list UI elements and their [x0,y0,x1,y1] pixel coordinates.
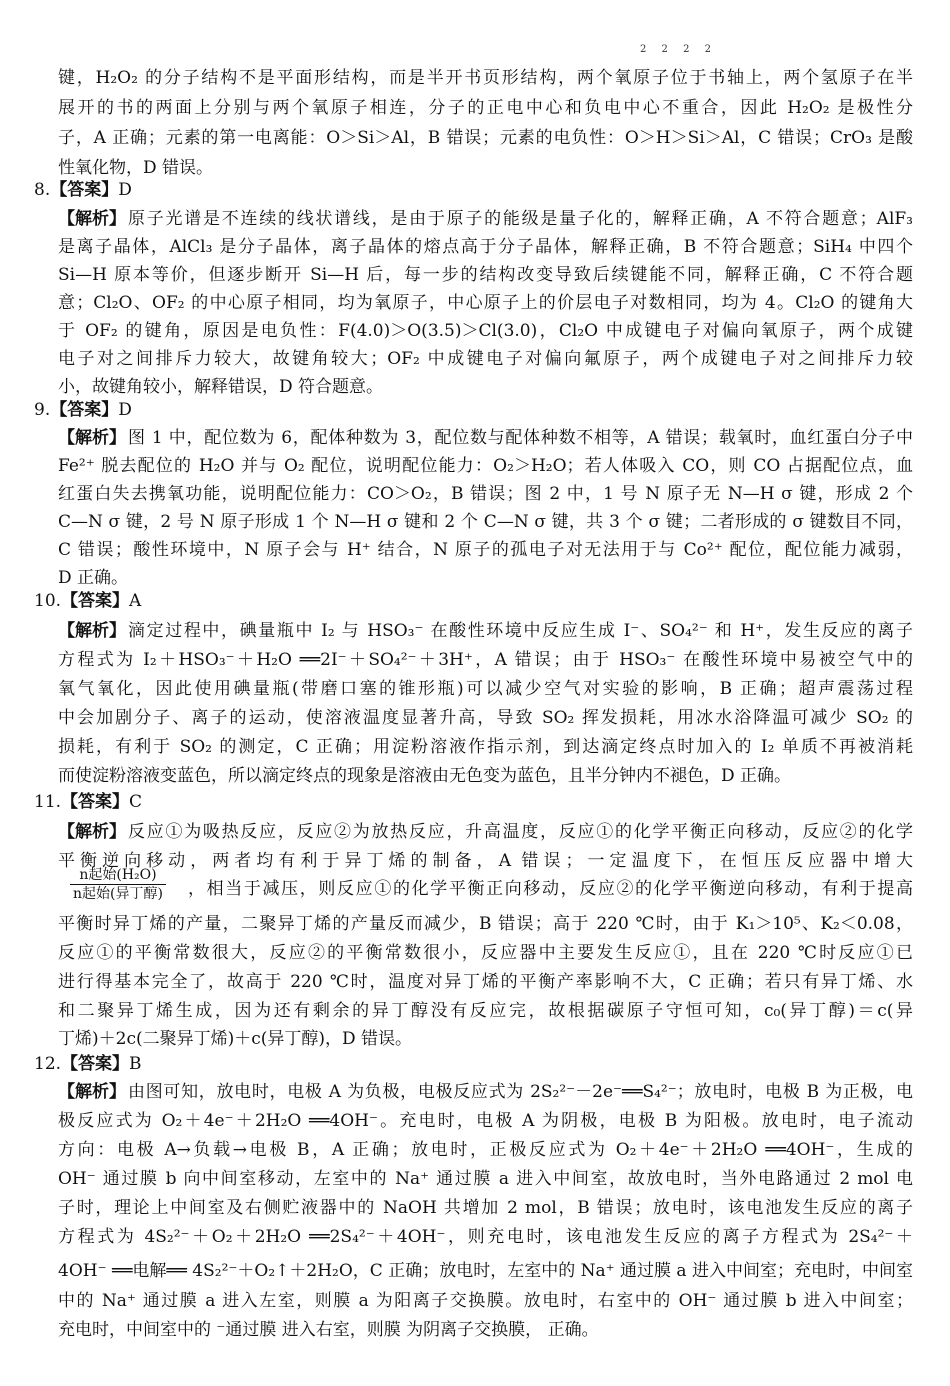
question-number: 8. [34,180,51,200]
answer-value: D [118,400,132,420]
explain-line: OH⁻ 通过膜 b 向中间室移动，左室中的 Na⁺ 通过膜 a 进入中间室，故放电时，当外电路通过 2 mol 电 [58,1169,913,1189]
explain-line: 意；Cl₂O、OF₂ 的中心原子相同，均为氧原子，中心原子上的价层电子对数相同，均为 4。Cl₂O 的键角大 [58,293,913,313]
answer-tag: 【答案】 [61,591,130,611]
answer-value: C [129,792,143,812]
explain-line: 反应①的平衡常数很大，反应②的平衡常数很小，反应器中主要发生反应①，且在 220 ℃时反应①已 [58,943,913,963]
explain-line: 和二聚异丁烯生成，因为还有剩余的异丁醇没有反应完，故根据碳原子守恒可知，c₀(异丁醇)＝c(异 [58,1001,913,1021]
explain-line: 氧气氧化，因此使用碘量瓶(带磨口塞的锥形瓶)可以减少空气对实验的影响，B 正确；超声震荡过程 [58,679,913,699]
explain-tag: 【解析】 [58,1082,126,1102]
fraction [70,866,166,903]
fraction-denominator: n起始(异丁醇) [73,886,163,902]
explain-line: C 错误；酸性环境中，N 原子会与 H⁺ 结合，N 原子的孤电子对无法用于与 Co²⁺ 配位，配位能力减弱， [58,540,913,560]
answer-value: B [129,1054,142,1074]
explain-line: Si—H 原本等价，但逐步断开 Si—H 后，每一步的结构改变导致后续键能不同，解释正确，C 不符合题 [58,265,913,285]
explain-line: 充电时，中间室中的 ⁻通过膜 进入右室，则膜 为阴离子交换膜， 正确。 [58,1320,599,1340]
header-fragment: 2 2 2 2 [640,44,717,55]
explain-line: 4OH⁻ ══电解══ 4S₂²⁻＋O₂↑＋2H₂O，C 正确；放电时，左室中的 Na⁺ 通过膜 a 进入中间室；充电时，中间室 [58,1261,913,1281]
answer-tag: 【答案】 [50,180,119,200]
paragraph-line: 展开的书的两面上分别与两个氧原子相连，分子的正电中心和负电中心不重合，因此 H₂O₂ 是极性分 [58,98,913,118]
explain-tag-wrap [58,617,126,645]
question-header [34,396,132,424]
explain-line: 图 1 中，配位数为 6，配体种数为 3，配位数与配体种数不相等，A 错误；载氧时，血红蛋白分子中 [128,428,913,448]
question-header [34,1050,142,1078]
explain-line: 平衡时异丁烯的产量，二聚异丁烯的产量反而减少，B 错误；高于 220 ℃时，由于 K₁＞10⁵、K₂＜0.08， [58,914,913,934]
explain-line: 电子对之间排斥力较大，故键角较大；OF₂ 中成键电子对偏向氟原子，两个成键电子对之间排斥力较 [58,349,913,369]
explain-line: C—N σ 键，2 号 N 原子形成 1 个 N—H σ 键和 2 个 C—N σ 键，共 3 个 σ 键；二者形成的 σ 键数目不同， [58,512,913,532]
explain-line: 而使淀粉溶液变蓝色，所以滴定终点的现象是溶液由无色变为蓝色，且半分钟内不褪色，D 正确。 [58,766,792,786]
question-number: 12. [34,1054,62,1074]
explain-line: 丁烯)＋2c(二聚异丁烯)＋c(异丁醇)，D 错误。 [58,1029,413,1049]
explain-line: Fe²⁺ 脱去配位的 H₂O 并与 O₂ 配位，说明配位能力：O₂＞H₂O；若人体吸入 CO，则 CO 占据配位点，血 [58,456,913,476]
question-header [34,176,132,204]
explain-tag-wrap [58,818,126,846]
explain-tag: 【解析】 [58,209,126,229]
explain-tag-wrap [58,205,126,233]
explain-line: 由图可知，放电时，电极 A 为负极，电极反应式为 2S₂²⁻－2e⁻══S₄²⁻；放电时，电极 B 为正极，电 [128,1082,913,1102]
explain-line: 平衡逆向移动，两者均有利于异丁烯的制备，A 错误；一定温度下，在恒压反应器中增大 [58,851,913,871]
explain-line: 损耗，有利于 SO₂ 的测定，C 正确；用淀粉溶液作指示剂，到达滴定终点时加入的 I₂ 单质不再被消耗 [58,737,913,757]
explain-line: 小，故键角较小，解释错误，D 符合题意。 [58,377,384,397]
question-number: 9. [34,400,51,420]
explain-tag-wrap [58,1078,126,1106]
explain-line: ，相当于减压，则反应①的化学平衡正向移动，反应②的化学平衡逆向移动，有利于提高 [188,879,913,899]
fraction-numerator: n起始(H₂O) [70,866,166,885]
explain-line: D 正确。 [58,568,129,588]
explain-tag: 【解析】 [58,428,126,448]
explain-line: 滴定过程中，碘量瓶中 I₂ 与 HSO₃⁻ 在酸性环境中反应生成 I⁻、SO₄²⁻ 和 H⁺，发生反应的离子 [128,621,913,641]
question-header [34,587,141,615]
explain-line: 原子光谱是不连续的线状谱线，是由于原子的能级是量子化的，解释正确，A 不符合题意；AlF₃ [128,209,913,229]
paragraph-line: 性氧化物，D 错误。 [58,158,214,178]
explain-line: 中的 Na⁺ 通过膜 a 进入左室，则膜 a 为阳离子交换膜。放电时，右室中的 OH⁻ 通过膜 b 进入中间室； [58,1291,913,1311]
explain-tag: 【解析】 [58,621,126,641]
explain-tag-wrap [58,424,126,452]
explain-line: 进行得基本完全了，故高于 220 ℃时，温度对异丁烯的平衡产率影响不大，C 正确；若只有异丁烯、水 [58,972,913,992]
explain-line: 方程式为 I₂＋HSO₃⁻＋H₂O ══2I⁻＋SO₄²⁻＋3H⁺，A 错误；由于 HSO₃⁻ 在酸性环境中易被空气中的 [58,650,913,670]
explain-line: 子时，理论上中间室及右侧贮液器中的 NaOH 共增加 2 mol，B 错误；放电时，该电池发生反应的离子 [58,1198,913,1218]
explain-line: 方向：电极 A→负载→电极 B，A 正确；放电时，正极反应式为 O₂＋4e⁻＋2H₂O ══4OH⁻，生成的 [58,1140,913,1160]
explain-line: 中会加剧分子、离子的运动，使溶液温度显著升高，导致 SO₂ 挥发损耗，用冰水浴降温可减少 SO₂ 的 [58,708,913,728]
answer-tag: 【答案】 [50,400,119,420]
question-header [34,788,142,816]
explain-line: 于 OF₂ 的键角，原因是电负性：F(4.0)＞O(3.5)＞Cl(3.0)，Cl₂O 中成键电子对偏向氧原子，两个成键 [58,321,913,341]
explain-line: 是离子晶体，AlCl₃ 是分子晶体，离子晶体的熔点高于分子晶体，解释正确，B 不符合题意；SiH₄ 中四个 [58,237,913,257]
answer-value: D [118,180,132,200]
answer-tag: 【答案】 [61,1054,130,1074]
answer-value: A [129,591,142,611]
answer-tag: 【答案】 [61,792,130,812]
explain-line: 红蛋白失去携氧功能，说明配位能力：CO＞O₂，B 错误；图 2 中，1 号 N 原子无 N—H σ 键，形成 2 个 [58,484,913,504]
question-number: 11. [34,792,62,812]
paragraph-line: 子，A 正确；元素的第一电离能：O＞Si＞Al，B 错误；元素的电负性：O＞H＞Si＞Al，C 错误；CrO₃ 是酸 [58,128,913,148]
explain-line: 方程式为 4S₂²⁻＋O₂＋2H₂O ══2S₄²⁻＋4OH⁻，则充电时，该电池发生反应的离子方程式为 2S₄²⁻＋ [58,1227,913,1247]
explain-line: 反应①为吸热反应，反应②为放热反应，升高温度，反应①的化学平衡正向移动，反应②的化学 [128,822,913,842]
explain-tag: 【解析】 [58,822,126,842]
question-number: 10. [34,591,62,611]
explain-line: 极反应式为 O₂＋4e⁻＋2H₂O ══4OH⁻。充电时，电极 A 为阴极，电极 B 为阳极。放电时，电子流动 [58,1111,913,1131]
paragraph-line: 键，H₂O₂ 的分子结构不是平面形结构，而是半开书页形结构，两个氧原子位于书轴上，两个氢原子在半 [58,68,913,88]
